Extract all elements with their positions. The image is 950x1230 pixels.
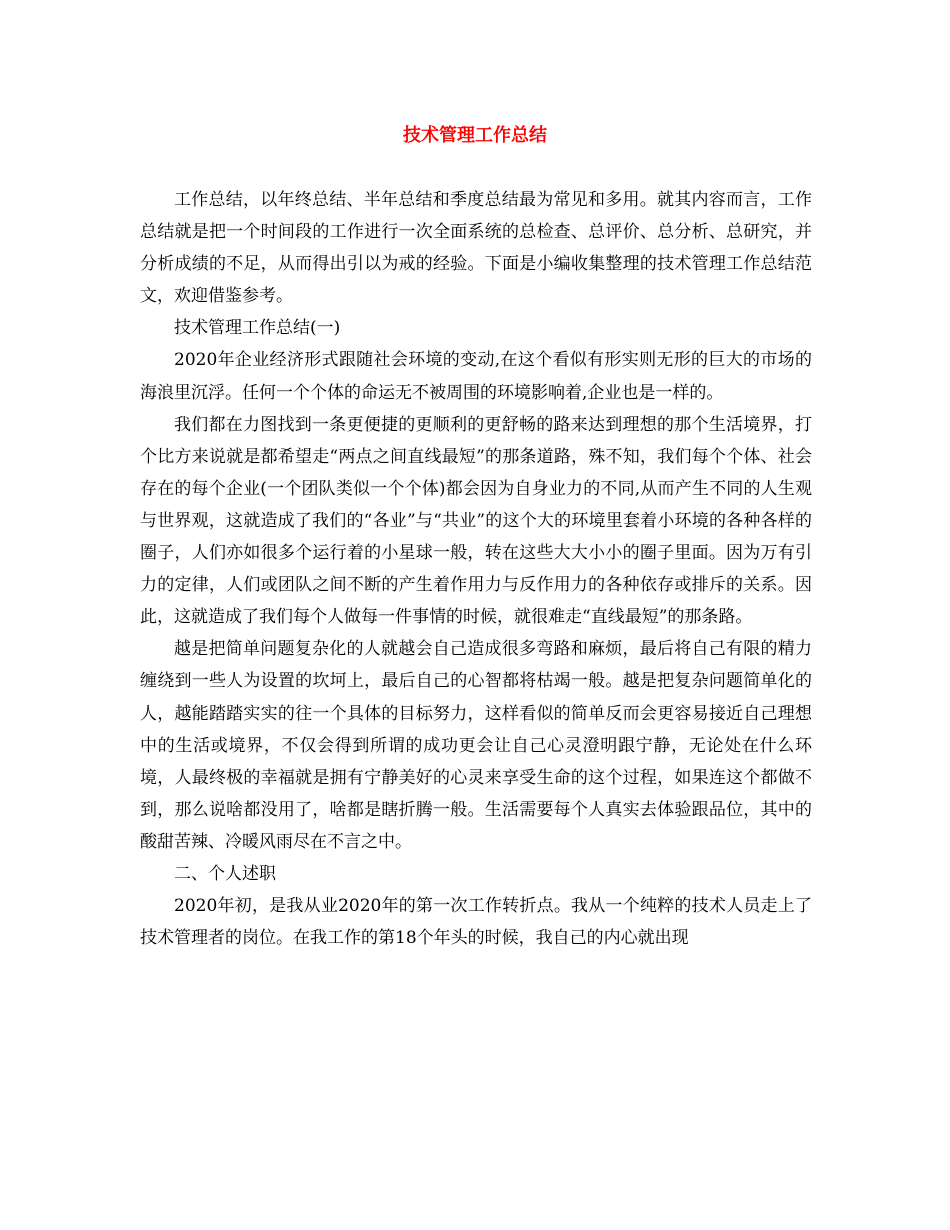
- paragraph-section-heading-2: 二、个人述职: [174, 863, 276, 884]
- document-title: 技术管理工作总结: [403, 125, 547, 146]
- document-body: [140, 184, 812, 954]
- paragraph-2020-economy: 2020年企业经济形式跟随社会环境的变动,在这个看似有形实则无形的巨大的市场的海浪里沉浮。任何一个个体的命运无不被周围的环境影响着,企业也是一样的。: [140, 350, 812, 403]
- paragraph-shortest-path: 我们都在力图找到一条更便捷的更顺利的更舒畅的路来达到理想的那个生活境界，打个比方来说就是都希望走“两点之间直线最短”的那条道路，殊不知，我们每个个体、社会存在的每个企业(一个团队类似一个个体)都会因为自身业力的不同,从而产生不同的人生观与世界观，这就造成了我们的“各业”与“共业”的这个大的环境里套着小环境的各种各样的圈子，人们亦如很多个运行着的小星球一般，转在这些大大小小的圈子里面。因为万有引力的定律，人们或团队之间不断的产生着作用力与反作用力的各种依存或排斥的关系。因此，这就造成了我们每个人做每一件事情的时候，就很难走“直线最短”的那条路。: [140, 414, 812, 628]
- paragraph-intro: 工作总结，以年终总结、半年总结和季度总结最为常见和多用。就其内容而言，工作总结就是把一个时间段的工作进行一次全面系统的总检查、总评价、总分析、总研究，并分析成绩的不足，从而得出引以为戒的经验。下面是小编收集整理的技术管理工作总结范文，欢迎借鉴参考。: [140, 190, 812, 307]
- paragraph-simplify: 越是把简单问题复杂化的人就越会自己造成很多弯路和麻烦，最后将自己有限的精力缠绕到一些人为设置的坎坷上，最后自己的心智都将枯竭一般。越是把复杂问题简单化的人，越能踏踏实实的往一个具体的目标努力，这样看似的简单反而会更容易接近自己理想中的生活或境界，不仅会得到所谓的成功更会让自己心灵澄明跟宁静，无论处在什么环境，人最终极的幸福就是拥有宁静美好的心灵来享受生命的这个过程，如果连这个都做不到，那么说啥都没用了，啥都是瞎折腾一般。生活需要每个人真实去体验跟品位，其中的酸甜苦辣、冷暖风雨尽在不言之中。: [140, 639, 812, 852]
- paragraph-section-heading-1: 技术管理工作总结(一): [174, 318, 341, 339]
- paragraph-personal-statement: 2020年初，是我从业2020年的第一次工作转折点。我从一个纯粹的技术人员走上了技术管理者的岗位。在我工作的第18个年头的时候，我自己的内心就出现: [140, 896, 812, 949]
